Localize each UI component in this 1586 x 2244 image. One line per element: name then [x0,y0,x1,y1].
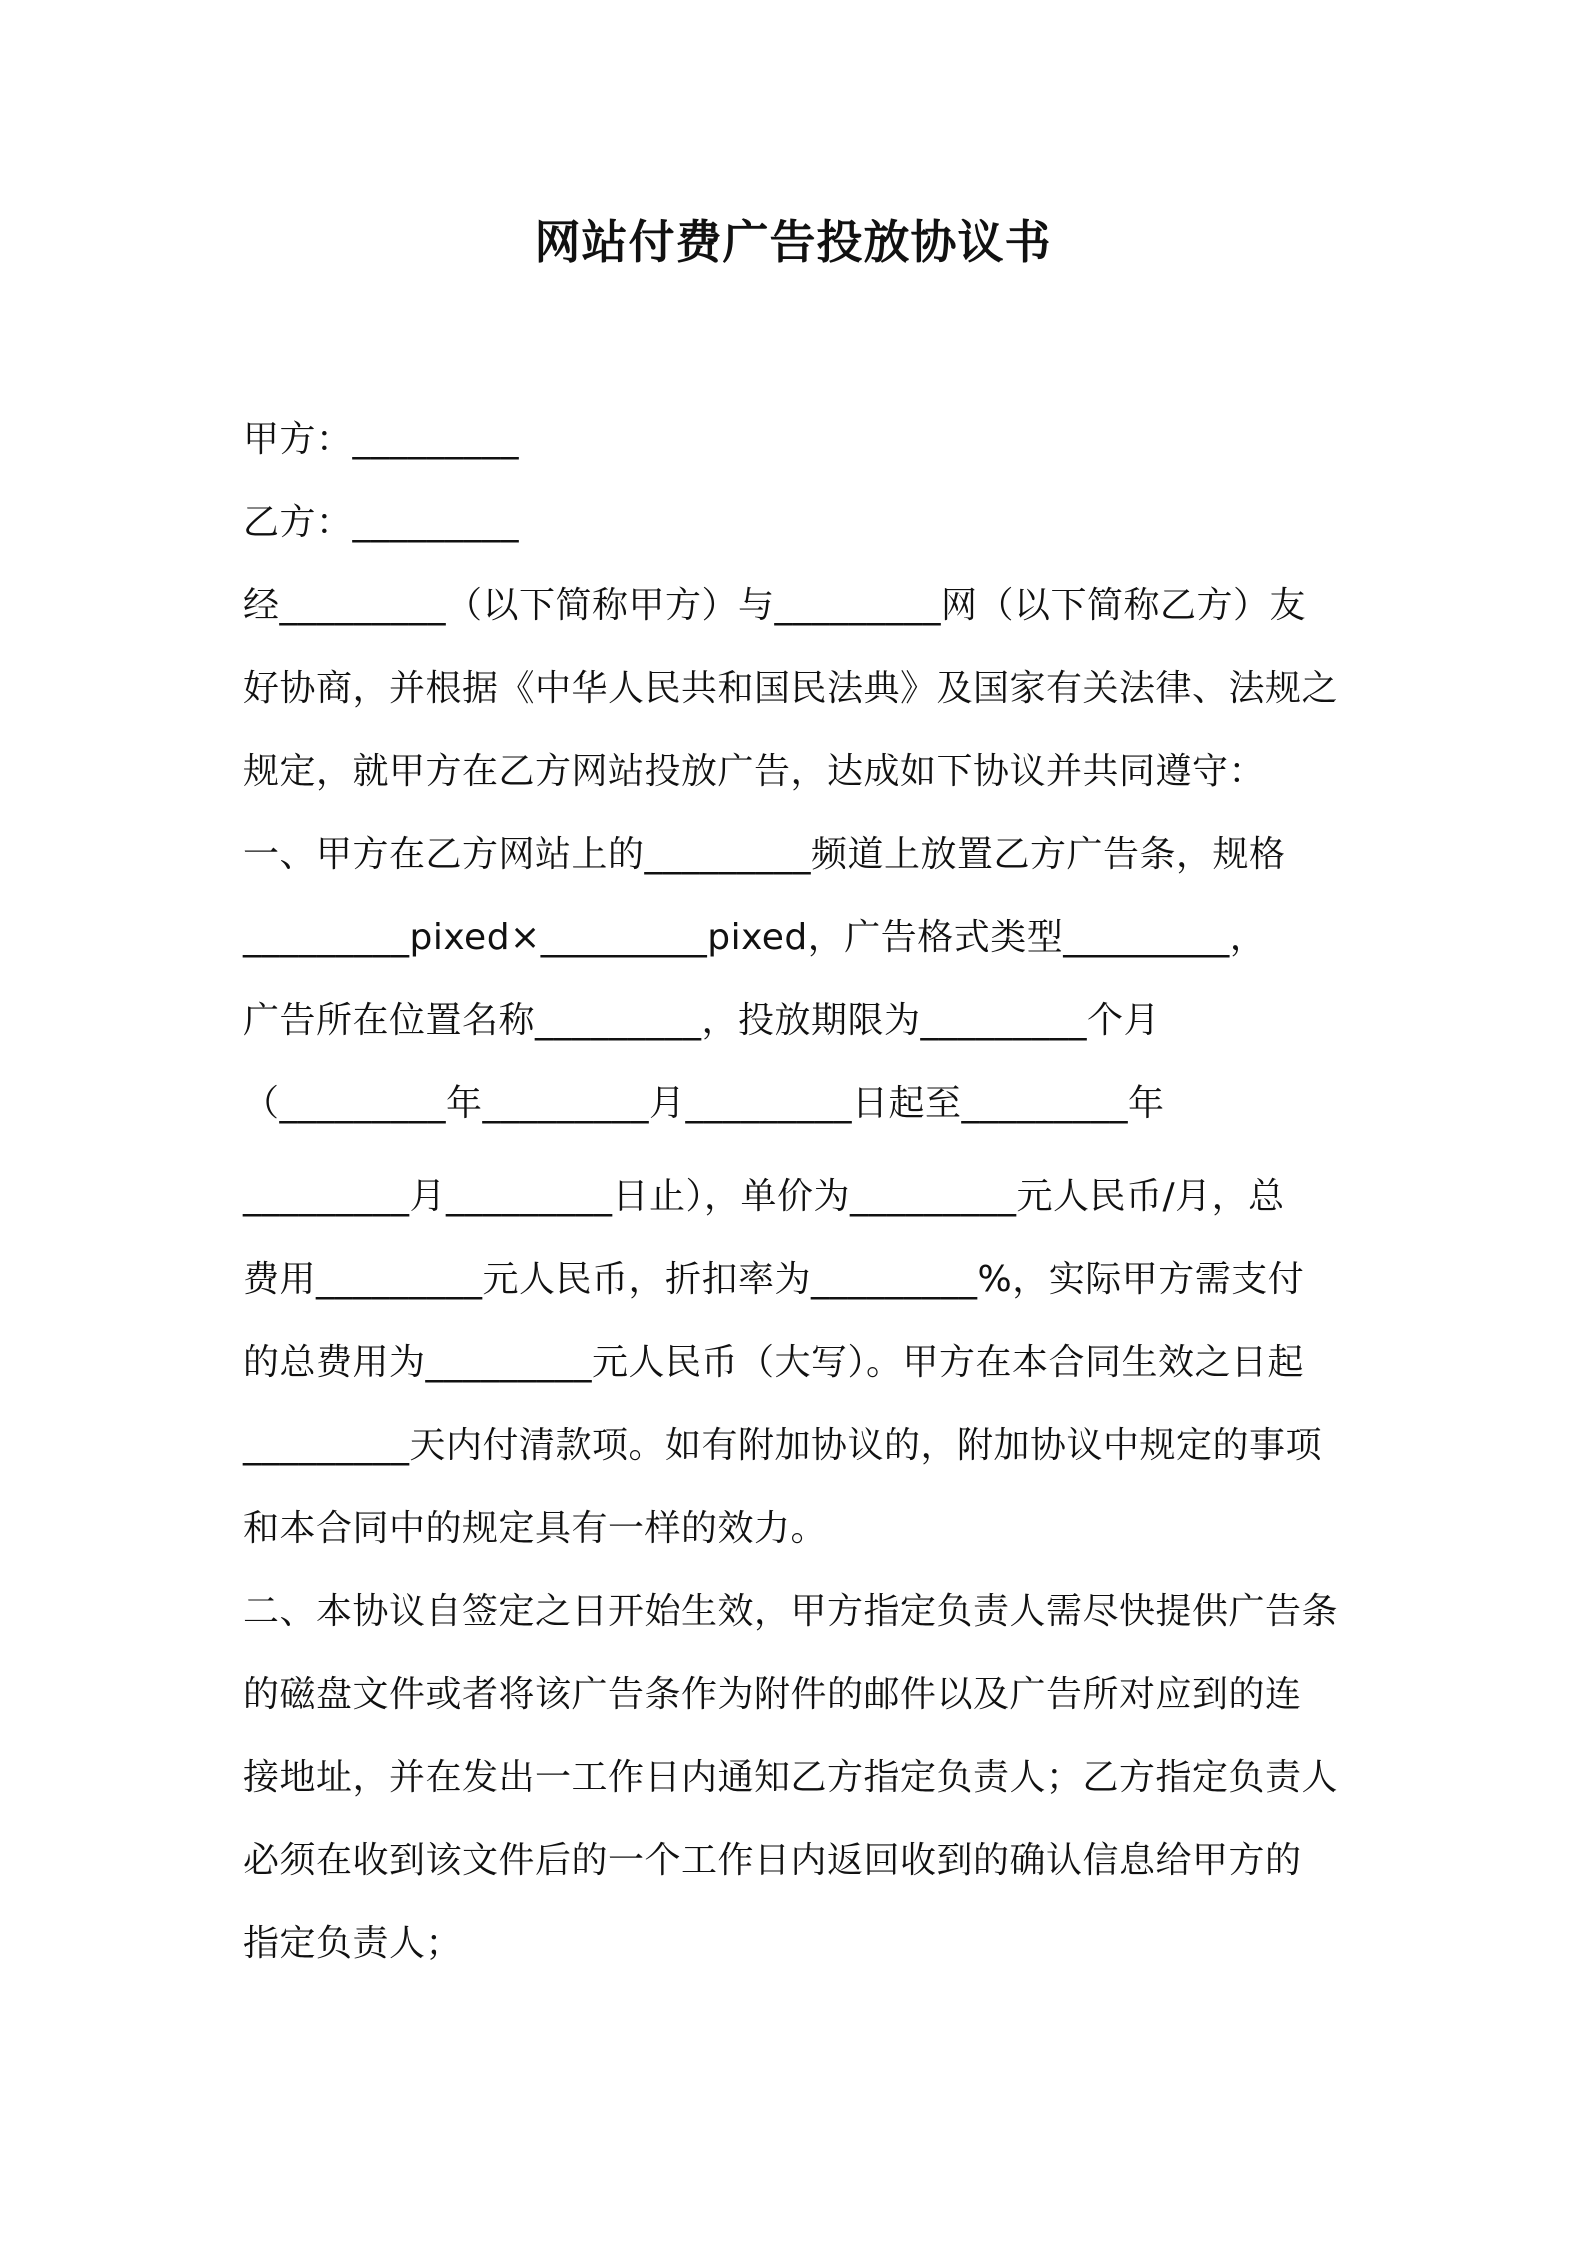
paragraph-line: 经_________（以下简称甲方）与_________网（以下简称乙方）友 [243,585,1307,626]
clause-1-line: 广告所在位置名称_________，投放期限为_________个月 [243,1000,1161,1041]
clause-1-line: 费用_________元人民币，折扣率为_________%，实际甲方需支付 [243,1259,1305,1300]
clause-1-line: _________天内付清款项。如有附加协议的，附加协议中规定的事项 [243,1425,1323,1466]
clause-2-line: 必须在收到该文件后的一个工作日内返回收到的确认信息给甲方的 [243,1840,1302,1881]
paragraph-line: 规定，就甲方在乙方网站投放广告，达成如下协议并共同遵守： [243,751,1266,792]
clause-1-line: 和本合同中的规定具有一样的效力。 [243,1508,828,1549]
clause-1-line: 的总费用为_________元人民币（大写）。甲方在本合同生效之日起 [243,1342,1305,1383]
party-a-line: 甲方：_________ [243,419,520,460]
paragraph-line: 好协商，并根据《中华人民共和国民法典》及国家有关法律、法规之 [243,668,1339,709]
clause-2-line: 指定负责人； [243,1923,463,1964]
clause-1-line: （_________年_________月_________日起至_________年 [243,1083,1165,1124]
clause-2-line: 接地址，并在发出一工作日内通知乙方指定负责人；乙方指定负责人 [243,1757,1339,1798]
document-title: 网站付费广告投放协议书 [534,215,1052,269]
party-b-line: 乙方：_________ [243,502,520,543]
clause-2-line: 的磁盘文件或者将该广告条作为附件的邮件以及广告所对应到的连 [243,1674,1302,1715]
clause-2-line: 二、本协议自签定之日开始生效，甲方指定负责人需尽快提供广告条 [243,1591,1339,1632]
clause-1-line: 一、甲方在乙方网站上的_________频道上放置乙方广告条，规格 [243,834,1286,875]
clause-1-line: _________pixed×_________pixed，广告格式类型_________， [243,917,1267,958]
clause-1-line: _________月_________日止），单价为_________元人民币/月，总 [243,1176,1285,1217]
